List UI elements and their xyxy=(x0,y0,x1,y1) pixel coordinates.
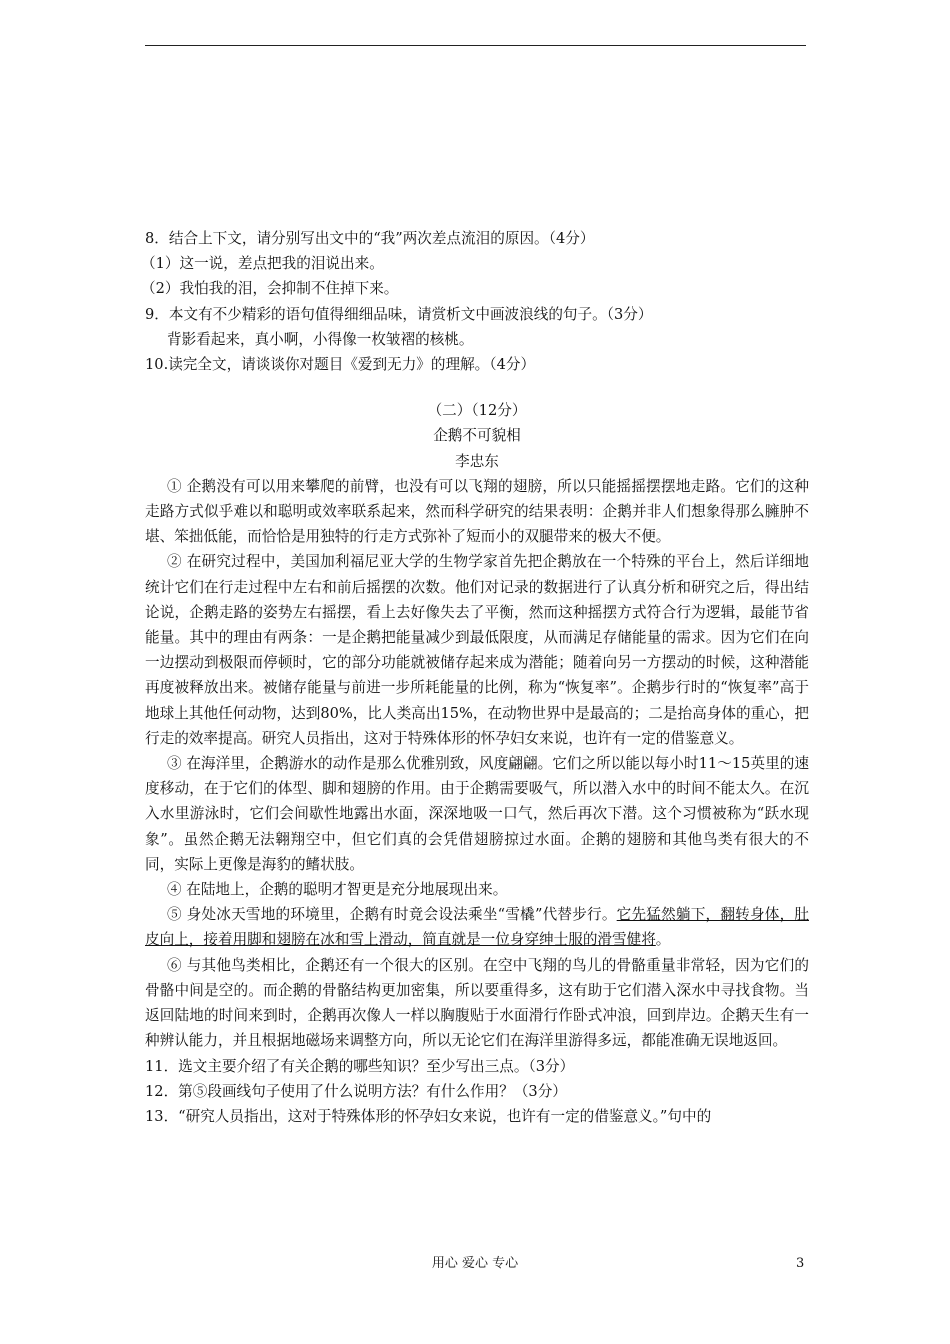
paragraph-4: ④ 在陆地上，企鹅的聪明才智更是充分地展现出来。 xyxy=(167,881,508,899)
header-rule xyxy=(145,45,806,46)
paragraph-5 xyxy=(145,902,809,952)
question-13: 13．“研究人员指出，这对于特殊体形的怀孕妇女来说，也许有一定的借鉴意义。”句中的 xyxy=(145,1107,712,1125)
question-10: 10.读完全文，请谈谈你对题目《爱到无力》的理解。（4分） xyxy=(145,356,536,374)
paragraph-6: ⑥ 与其他鸟类相比，企鹅还有一个很大的区别。在空中飞翔的鸟儿的骨骼重量非常轻，因为它们的骨骼中间是空的。而企鹅的骨骼结构更加密集，所以要重得多，这有助于它们潜入深水中寻找食物。当返回陆地的时间来到时，企鹅再次像人一样以胸腹贴于水面滑行作卧式冲浪，回到岸边。企鹅天生有一种辨认能力，并且根据地磁场来调整方向，所以无论它们在海洋里游得多远，都能准确无误地返回。 xyxy=(145,956,809,1050)
paragraph-1: ① 企鹅没有可以用来攀爬的前臂，也没有可以飞翔的翅膀，所以只能摇摇摆摆地走路。它们的这种走路方式似乎难以和聪明或效率联系起来，然而科学研究的结果表明：企鹅并非人们想象得那么臃肿不堪、笨拙低能，而恰恰是用独特的行走方式弥补了短而小的双腿带来的极大不便。 xyxy=(145,477,809,546)
paragraph-2: ② 在研究过程中，美国加利福尼亚大学的生物学家首先把企鹅放在一个特殊的平台上，然后详细地统计它们在行走过程中左右和前后摇摆的次数。他们对记录的数据进行了认真分析和研究之后，得出结论说，企鹅走路的姿势左右摇摆，看上去好像失去了平衡，然而这种摇摆方式符合行为逻辑，最能节省能量。其中的理由有两条：一是企鹅把能量减少到最低限度，从而满足存储能量的需求。因为它们在向一边摆动到极限而停顿时，它的部分功能就被储存起来成为潜能；随着向另一方摆动的时候，这种潜能再度被释放出来。被储存能量与前进一步所耗能量的比例，称为“恢复率”。企鹅步行时的“恢复率”高于地球上其他任何动物，达到80%，比人类高出15%，在动物世界中是最高的；二是抬高身体的重心，把行走的效率提高。研究人员指出，这对于特殊体形的怀孕妇女来说，也许有一定的借鉴意义。 xyxy=(145,553,809,747)
question-8-item-1: （1）这一说，差点把我的泪说出来。 xyxy=(141,255,384,273)
question-9-sentence: 背影看起来，真小啊，小得像一枚皱褶的核桃。 xyxy=(167,330,474,348)
footer-motto: 用心 爱心 专心 xyxy=(431,1256,519,1271)
paragraph-3: ③ 在海洋里，企鹅游水的动作是那么优雅别致，风度翩翩。它们之所以能以每小时11～15英里的速度移动，在于它们的体型、脚和翅膀的作用。由于企鹅需要吸气，所以潜入水中的时间不能太久。在沉入水里游泳时，它们会间歇性地露出水面，深深地吸一口气，然后再次下潜。这个习惯被称为“跃水现象”。虽然企鹅无法翱翔空中，但它们真的会凭借翅膀掠过水面。企鹅的翅膀和其他鸟类有很大的不同，实际上更像是海豹的鳍状肢。 xyxy=(145,755,809,873)
question-11: 11．选文主要介绍了有关企鹅的哪些知识？至少写出三点。（3分） xyxy=(145,1057,575,1075)
question-9: 9．本文有不少精彩的语句值得细细品味，请赏析文中画波浪线的句子。（3分） xyxy=(145,305,653,323)
question-8: 8．结合上下文，请分别写出文中的“我”两次差点流泪的原因。（4分） xyxy=(145,230,595,247)
section-heading: （二）（12分） xyxy=(427,402,527,420)
paragraph-5-end: 。 xyxy=(655,931,671,949)
paragraph-5-underlined-sentence: 它先猛然躺下，翻转身体，肚皮向上，接着用脚和翅膀在冰和雪上滑动，简直就是一位身穿绅士服的滑雪健将 xyxy=(145,906,809,949)
question-12: 12．第⑤段画线句子使用了什么说明方法？有什么作用？（3分） xyxy=(145,1082,567,1100)
article-title: 企鹅不可貌相 xyxy=(433,427,521,445)
page-number: 3 xyxy=(796,1256,805,1271)
paragraph-5-text: ⑤ 身处冰天雪地的环境里，企鹅有时竟会设法乘坐“雪橇”代替步行。 xyxy=(167,906,617,924)
question-8-item-2: （2）我怕我的泪，会抑制不住掉下来。 xyxy=(141,280,399,298)
section-gap xyxy=(145,377,809,398)
page-content xyxy=(141,226,809,1129)
article-author: 李忠东 xyxy=(455,452,499,470)
